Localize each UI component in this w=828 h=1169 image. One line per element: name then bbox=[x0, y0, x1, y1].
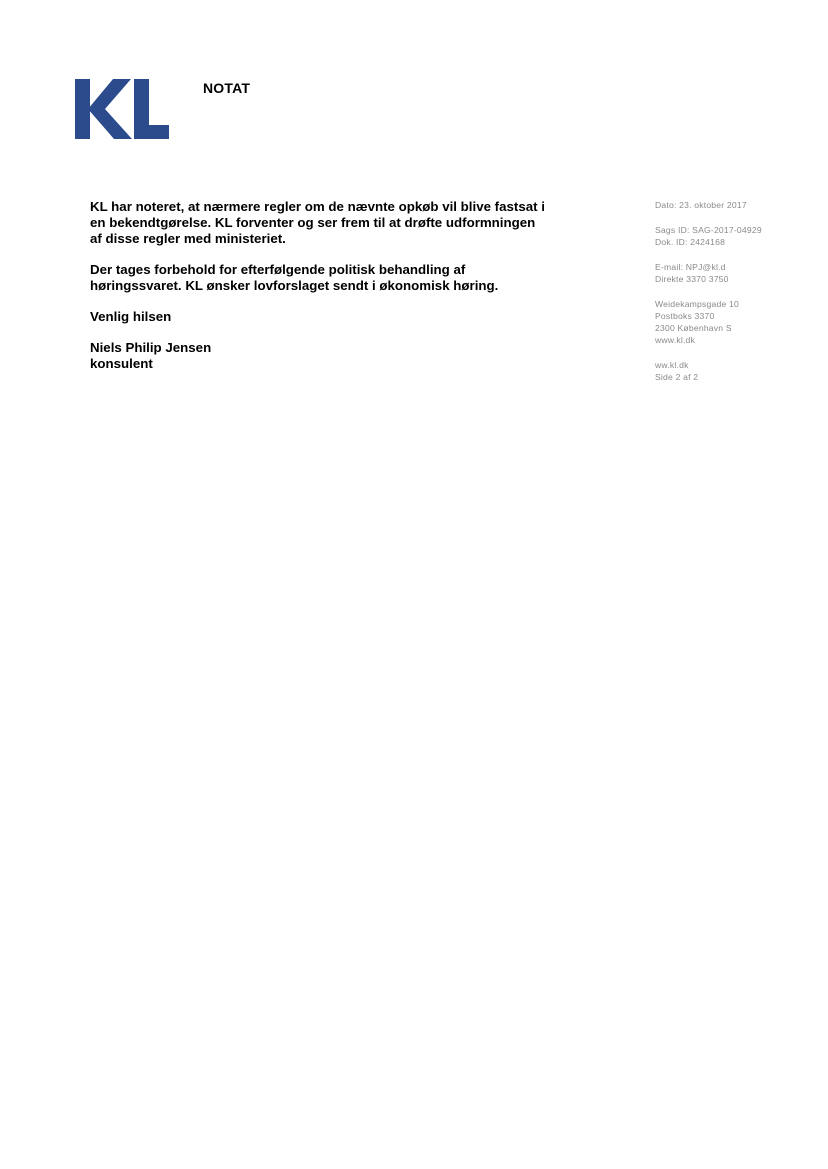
meta-email: E-mail: NPJ@kl.d bbox=[655, 262, 726, 272]
meta-ids-group bbox=[655, 224, 820, 248]
signer-name: Niels Philip Jensen bbox=[90, 340, 212, 355]
signer-title: konsulent bbox=[90, 356, 153, 371]
signature-block bbox=[90, 340, 550, 372]
meta-date: Dato: 23. oktober 2017 bbox=[655, 200, 747, 210]
meta-case-id: Sags ID: SAG-2017-04929 bbox=[655, 225, 762, 235]
document-type: NOTAT bbox=[203, 80, 251, 96]
kl-logo-k-stem bbox=[75, 79, 90, 139]
letter-body bbox=[90, 199, 550, 387]
meta-doc-id: Dok. ID: 2424168 bbox=[655, 237, 726, 247]
meta-city: 2300 København S bbox=[655, 323, 732, 333]
meta-page-number: Side 2 af 2 bbox=[655, 372, 699, 382]
meta-street: Weidekampsgade 10 bbox=[655, 299, 739, 309]
meta-footer-group bbox=[655, 359, 820, 383]
kl-logo-k-arms bbox=[88, 79, 132, 139]
meta-footer-web: ww.kl.dk bbox=[655, 360, 689, 370]
meta-pobox: Postboks 3370 bbox=[655, 311, 715, 321]
meta-direct-phone: Direkte 3370 3750 bbox=[655, 274, 729, 284]
meta-website: www.kl.dk bbox=[655, 335, 696, 345]
paragraph-bekendtgorelse: KL har noteret, at nærmere regler om de nævnte opkøb vil blive fastsat i en bekendtgørelse. KL forventer og ser frem til at drøfte udformningen af disse regler med ministeriet. bbox=[90, 199, 545, 246]
paragraph-forbehold: Der tages forbehold for efterfølgende politisk behandling af høringssvaret. KL ønsker lovforslaget sendt i økonomisk høring. bbox=[90, 262, 499, 293]
kl-logo-l-foot bbox=[134, 125, 169, 139]
meta-address-group bbox=[655, 298, 820, 346]
meta-date-group bbox=[655, 199, 820, 211]
kl-logo bbox=[75, 79, 169, 139]
kl-logo-graphic bbox=[75, 79, 169, 139]
closing-greeting: Venlig hilsen bbox=[90, 309, 172, 324]
meta-contact-group bbox=[655, 261, 820, 285]
document-metadata bbox=[655, 199, 820, 396]
